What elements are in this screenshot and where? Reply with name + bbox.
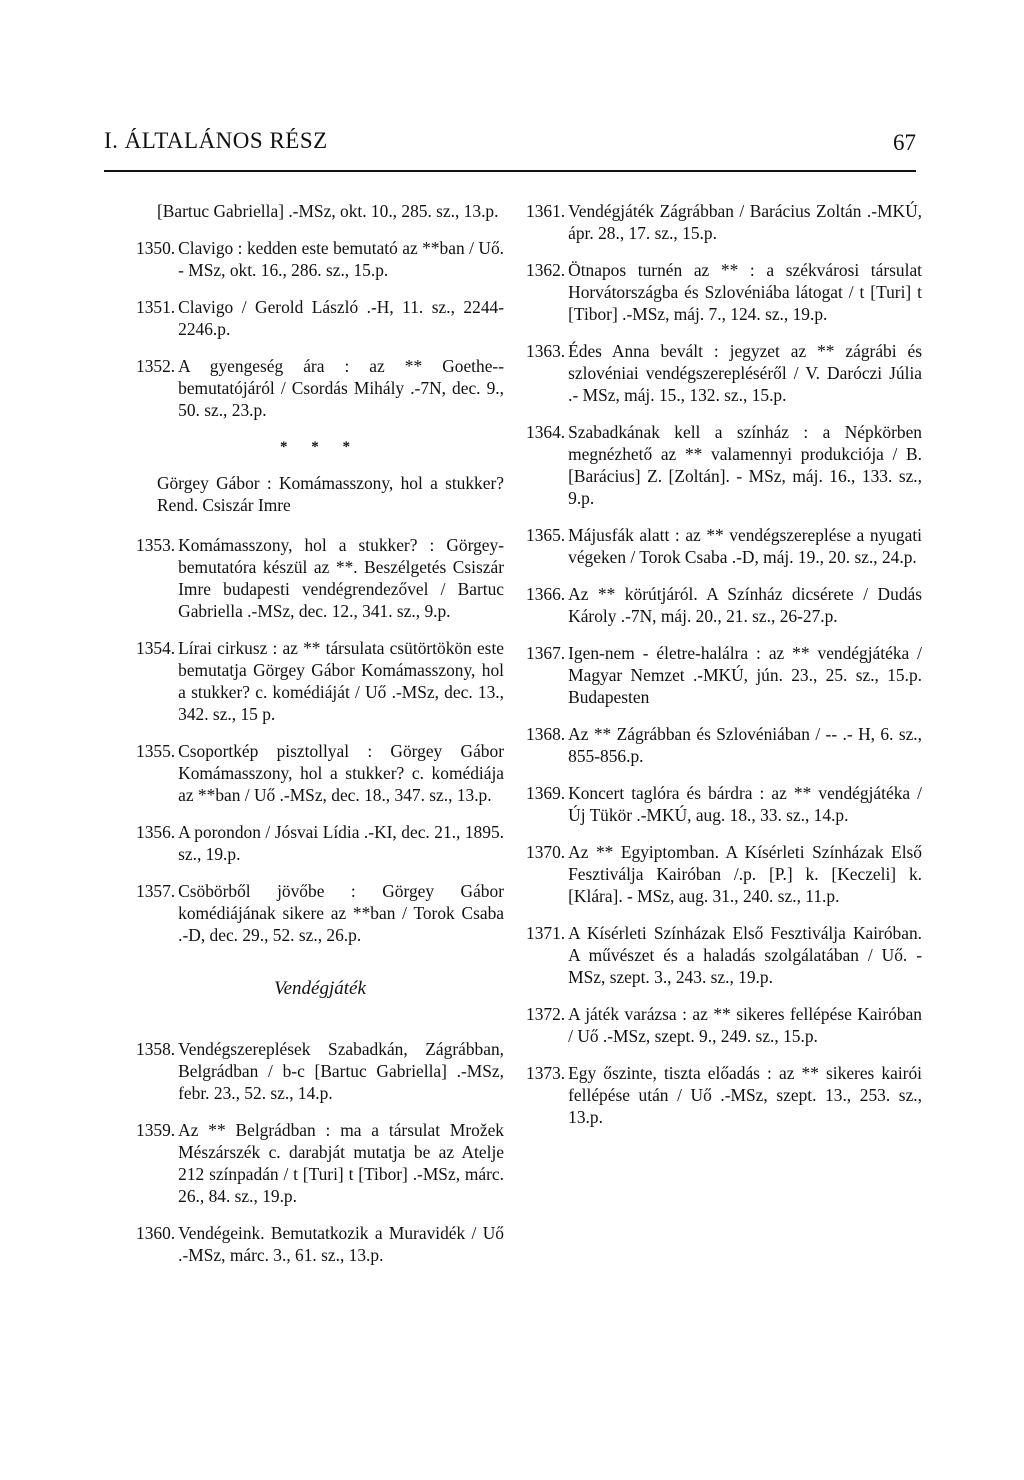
entry-text: A porondon / Jósvai Lídia .-KI, dec. 21., 1895. sz., 19.p. [178,822,504,864]
entry-number: 1354. [136,638,176,658]
page-header [104,128,916,162]
entry-1372 [526,1003,922,1047]
entry-text: Ötnapos turnén az ** : a székvárosi társulat Horvátországba és Szlovéniába látogat / t [Turi] t [Tibor] .-MSz, máj. 7., 124. sz., 19.p. [568,260,922,324]
right-column [526,200,922,1143]
entry-number: 1373. [526,1063,566,1083]
entry-1364 [526,421,922,509]
entry-1355 [136,740,504,806]
entry-1359 [136,1119,504,1207]
entry-text: Szabadkának kell a színház : a Népkörben megnézhető az ** valamennyi produkciója / B. [Barácius] Z. [Zoltán]. - MSz, máj. 16., 133. sz., 9.p. [568,422,922,508]
entry-number: 1358. [136,1039,176,1059]
entry-1356 [136,821,504,865]
entry-text: Az ** Zágrábban és Szlovéniában / -- .- H, 6. sz., 855-856.p. [568,724,922,766]
entry-text: Az ** Belgrádban : ma a társulat Mrožek Mészárszék c. darabját mutatja be az Atelje 212 színpadán / t [Turi] t [Tibor] .-MSz, márc. 26., 84. sz., 19.p. [178,1120,504,1206]
entry-text: Koncert taglóra és bárdra : az ** vendégjátéka / Új Tükör .-MKÚ, aug. 18., 33. sz., 14.p. [568,783,922,825]
entry-number: 1356. [136,822,176,842]
entry-1367 [526,642,922,708]
entry-text: Igen-nem - életre-halálra : az ** vendégjátéka / Magyar Nemzet .-MKÚ, jún. 23., 25. sz., 15.p. Budapesten [568,643,922,707]
entry-text: Komámasszony, hol a stukker? : Görgey-bemutatóra készül az **. Beszélgetés Csiszár Imre budapesti vendégrendezővel / Bartuc Gabriella .-MSz, dec. 12., 341. sz., 9.p. [178,535,504,621]
header-rule [104,170,916,172]
entry-text: Csoportkép pisztollyal : Görgey Gábor Komámasszony, hol a stukker? c. komédiája az **ban / Uő .-MSz, dec. 18., 347. sz., 13.p. [178,741,504,805]
entry-1361 [526,200,922,244]
entry-number: 1363. [526,341,566,361]
entry-text: A Kísérleti Színházak Első Fesztiválja Kairóban. A művészet és a haladás szolgálatában / Uő. - MSz, szept. 3., 243. sz., 19.p. [568,923,922,987]
entry-1371 [526,922,922,988]
entry-1360 [136,1222,504,1266]
entry-text: Vendégjáték Zágrábban / Barácius Zoltán .-MKÚ, ápr. 28., 17. sz., 15.p. [568,201,922,243]
entry-1362 [526,259,922,325]
entry-1351 [136,296,504,340]
entry-number: 1360. [136,1223,176,1243]
entry-1354 [136,637,504,725]
entry-1370 [526,841,922,907]
entry-number: 1369. [526,783,566,803]
section-separator: * * * [280,439,360,455]
entry-1373 [526,1062,922,1128]
entry-number: 1365. [526,525,566,545]
entry-1357 [136,880,504,946]
entry-number: 1359. [136,1120,176,1140]
entry-number: 1361. [526,201,566,221]
entry-text: Egy őszinte, tiszta előadás : az ** sikeres kairói fellépése után / Uő .-MSz, szept. 13., 253. sz., 13.p. [568,1063,922,1127]
entry-text: Vendégeink. Bemutatkozik a Muravidék / Uő .-MSz, márc. 3., 61. sz., 13.p. [178,1223,504,1265]
section-title: Vendégjáték [274,978,366,999]
work-subheading: Görgey Gábor : Komámasszony, hol a stukker? Rend. Csiszár Imre [157,473,504,515]
entry-1352 [136,355,504,421]
entry-text: Édes Anna bevált : jegyzet az ** zágrábi és szlovéniai vendégszerepléséről / V. Daróczi Júlia .- MSz, máj. 15., 132. sz., 15.p. [568,341,922,405]
entry-number: 1368. [526,724,566,744]
entry-text: Vendégszereplések Szabadkán, Zágrábban, Belgrádban / b-c [Bartuc Gabriella] .-MSz, febr. 23., 52. sz., 14.p. [178,1039,504,1103]
entry-number: 1352. [136,356,176,376]
entry-text: Lírai cirkusz : az ** társulata csütörtökön este bemutatja Görgey Gábor Komámasszony, hol a stukker? c. komédiáját / Uő .-MSz, dec. 13., 342. sz., 15 p. [178,638,504,724]
entry-text: Az ** körútjáról. A Színház dicsérete / Dudás Károly .-7N, máj. 20., 21. sz., 26-27.p. [568,584,922,626]
entry-text: Clavigo / Gerold László .-H, 11. sz., 2244-2246.p. [178,297,504,339]
entry-text: A gyengeség ára : az ** Goethe--bemutatójáról / Csordás Mihály .-7N, dec. 9., 50. sz., 23.p. [178,356,504,420]
entry-number: 1372. [526,1004,566,1024]
entry-1363 [526,340,922,406]
entry-number: 1370. [526,842,566,862]
entry-number: 1357. [136,881,176,901]
entry-number: 1367. [526,643,566,663]
entry-number: 1351. [136,297,176,317]
entry-text: Az ** Egyiptomban. A Kísérleti Színházak Első Fesztiválja Kairóban /.p. [P.] k. [Keczeli] k. [Klára]. - MSz, aug. 31., 240. sz., 11.p. [568,842,922,906]
entry-number: 1355. [136,741,176,761]
entry-text: A játék varázsa : az ** sikeres fellépése Kairóban / Uő .-MSz, szept. 9., 249. sz., 15.p. [568,1004,922,1046]
entry-1369 [526,782,922,826]
entry-text: Májusfák alatt : az ** vendégszereplése a nyugati végeken / Torok Csaba .-D, máj. 19., 20. sz., 24.p. [568,525,922,567]
entry-number: 1353. [136,535,176,555]
entry-1365 [526,524,922,568]
entry-number: 1350. [136,238,176,258]
entry-1353 [136,534,504,622]
entry-number: 1364. [526,422,566,442]
continued-entry: [Bartuc Gabriella] .-MSz, okt. 10., 285. sz., 13.p. [157,201,499,221]
entry-text: Clavigo : kedden este bemutató az **ban / Uő. - MSz, okt. 16., 286. sz., 15.p. [178,238,504,280]
entry-text: Csöbörből jövőbe : Görgey Gábor komédiájának sikere az **ban / Torok Csaba .-D, dec. 29., 52. sz., 26.p. [178,881,504,945]
left-column [136,200,504,1281]
entry-1368 [526,723,922,767]
entry-1366 [526,583,922,627]
running-head: I. ÁLTALÁNOS RÉSZ [104,128,328,153]
entry-number: 1366. [526,584,566,604]
entry-1358 [136,1038,504,1104]
entry-number: 1362. [526,260,566,280]
entry-1350 [136,237,504,281]
entry-number: 1371. [526,923,566,943]
page-number: 67 [893,130,916,155]
